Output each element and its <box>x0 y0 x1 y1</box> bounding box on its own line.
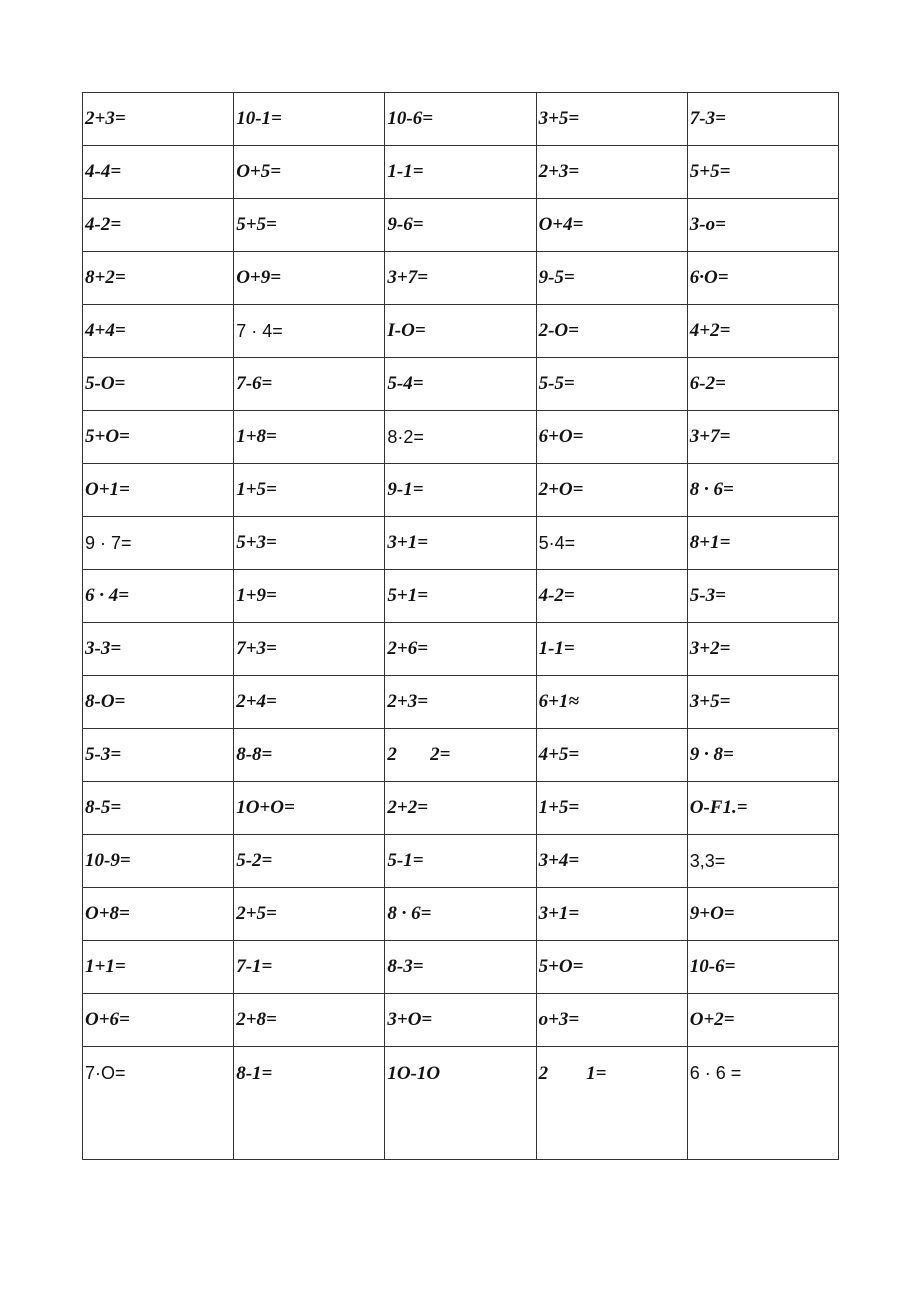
problem-cell: 10-9= <box>83 835 234 888</box>
table-row <box>83 1047 839 1160</box>
problem-cell: O+2= <box>687 994 838 1047</box>
table-row <box>83 305 839 358</box>
problem-cell: 6+1≈ <box>536 676 687 729</box>
table-row <box>83 941 839 994</box>
table-row <box>83 570 839 623</box>
table-row <box>83 199 839 252</box>
table-row <box>83 888 839 941</box>
problem-cell: 10-6= <box>687 941 838 994</box>
problem-cell: 6-2= <box>687 358 838 411</box>
problem-cell: 9 · 8= <box>687 729 838 782</box>
problem-cell: 8·2= <box>385 411 536 464</box>
problem-cell: 3-o= <box>687 199 838 252</box>
problem-cell: 7-3= <box>687 93 838 146</box>
problem-cell: 1O+O= <box>234 782 385 835</box>
problem-cell: 2+5= <box>234 888 385 941</box>
problem-cell: 3+5= <box>536 93 687 146</box>
problem-cell: 2+3= <box>385 676 536 729</box>
problem-cell: 3,3= <box>687 835 838 888</box>
problem-cell: 3+5= <box>687 676 838 729</box>
table-row <box>83 358 839 411</box>
problem-cell: 2+O= <box>536 464 687 517</box>
problem-cell: 6 · 4= <box>83 570 234 623</box>
problem-cell: 4-2= <box>83 199 234 252</box>
table-row <box>83 93 839 146</box>
table-row <box>83 146 839 199</box>
problem-cell: 2+3= <box>83 93 234 146</box>
table-row <box>83 252 839 305</box>
problem-cell: O+6= <box>83 994 234 1047</box>
problem-cell: 10-1= <box>234 93 385 146</box>
problem-cell: 1+1= <box>83 941 234 994</box>
problem-cell: 6 · 6 = <box>687 1047 838 1160</box>
problem-cell: 1+8= <box>234 411 385 464</box>
table-row <box>83 782 839 835</box>
problem-cell: 7·O= <box>83 1047 234 1160</box>
problem-cell: 2 1= <box>536 1047 687 1160</box>
table-row <box>83 835 839 888</box>
problem-cell: 8-1= <box>234 1047 385 1160</box>
problem-cell: 2+6= <box>385 623 536 676</box>
problem-cell: 5+1= <box>385 570 536 623</box>
problem-cell: 5+3= <box>234 517 385 570</box>
problem-cell: 7+3= <box>234 623 385 676</box>
problem-cell: 1O-1O <box>385 1047 536 1160</box>
problem-cell: O+9= <box>234 252 385 305</box>
problem-cell: 4-4= <box>83 146 234 199</box>
problem-cell: 10-6= <box>385 93 536 146</box>
problem-cell: 5-3= <box>83 729 234 782</box>
table-row <box>83 517 839 570</box>
problem-cell: O+8= <box>83 888 234 941</box>
problem-cell: 4+4= <box>83 305 234 358</box>
problem-cell: 5+5= <box>687 146 838 199</box>
problem-cell: 3+1= <box>385 517 536 570</box>
problem-cell: 9+O= <box>687 888 838 941</box>
problem-cell: 5-3= <box>687 570 838 623</box>
table-row <box>83 411 839 464</box>
problem-cell: 6·O= <box>687 252 838 305</box>
problem-cell: 4+5= <box>536 729 687 782</box>
problem-cell: 8-5= <box>83 782 234 835</box>
problem-cell: 1+9= <box>234 570 385 623</box>
problem-cell: 7-1= <box>234 941 385 994</box>
problem-cell: 5-2= <box>234 835 385 888</box>
problem-cell: 5+O= <box>536 941 687 994</box>
table-row <box>83 994 839 1047</box>
problem-cell: 3+7= <box>385 252 536 305</box>
problem-cell: 3+O= <box>385 994 536 1047</box>
problem-cell: I-O= <box>385 305 536 358</box>
problem-cell: 1+5= <box>234 464 385 517</box>
problem-cell: 7-6= <box>234 358 385 411</box>
problem-cell: 5+O= <box>83 411 234 464</box>
problem-cell: 5-4= <box>385 358 536 411</box>
problem-cell: O+5= <box>234 146 385 199</box>
table-row <box>83 676 839 729</box>
problem-cell: 4-2= <box>536 570 687 623</box>
problem-cell: 2+3= <box>536 146 687 199</box>
problem-cell: 8-8= <box>234 729 385 782</box>
problem-cell: 5+5= <box>234 199 385 252</box>
problem-cell: 8 · 6= <box>385 888 536 941</box>
problem-cell: 3-3= <box>83 623 234 676</box>
problem-cell: O-F1.= <box>687 782 838 835</box>
problem-cell: 3+7= <box>687 411 838 464</box>
problem-cell: O+1= <box>83 464 234 517</box>
arithmetic-worksheet <box>82 92 839 1160</box>
table-row <box>83 623 839 676</box>
problem-cell: 3+1= <box>536 888 687 941</box>
problem-cell: 5-1= <box>385 835 536 888</box>
problem-cell: 7 · 4= <box>234 305 385 358</box>
problem-cell: 3+2= <box>687 623 838 676</box>
problem-cell: 9-6= <box>385 199 536 252</box>
problem-cell: 9-5= <box>536 252 687 305</box>
problem-cell: 2+2= <box>385 782 536 835</box>
problem-cell: 6+O= <box>536 411 687 464</box>
problem-cell: 9 · 7= <box>83 517 234 570</box>
problem-cell: 1+5= <box>536 782 687 835</box>
problem-cell: 8+2= <box>83 252 234 305</box>
problem-cell: 8-3= <box>385 941 536 994</box>
problem-cell: 9-1= <box>385 464 536 517</box>
problem-cell: 2+4= <box>234 676 385 729</box>
table-row <box>83 729 839 782</box>
problem-cell: 1-1= <box>536 623 687 676</box>
problem-cell: 5·4= <box>536 517 687 570</box>
problem-cell: O+4= <box>536 199 687 252</box>
problem-cell: 2 2= <box>385 729 536 782</box>
problem-cell: 3+4= <box>536 835 687 888</box>
problem-cell: 5-5= <box>536 358 687 411</box>
problem-cell: o+3= <box>536 994 687 1047</box>
problem-cell: 5-O= <box>83 358 234 411</box>
problem-cell: 4+2= <box>687 305 838 358</box>
problem-cell: 2+8= <box>234 994 385 1047</box>
problem-cell: 8 · 6= <box>687 464 838 517</box>
problem-cell: 8-O= <box>83 676 234 729</box>
problem-cell: 1-1= <box>385 146 536 199</box>
problem-cell: 2-O= <box>536 305 687 358</box>
table-row <box>83 464 839 517</box>
problem-cell: 8+1= <box>687 517 838 570</box>
